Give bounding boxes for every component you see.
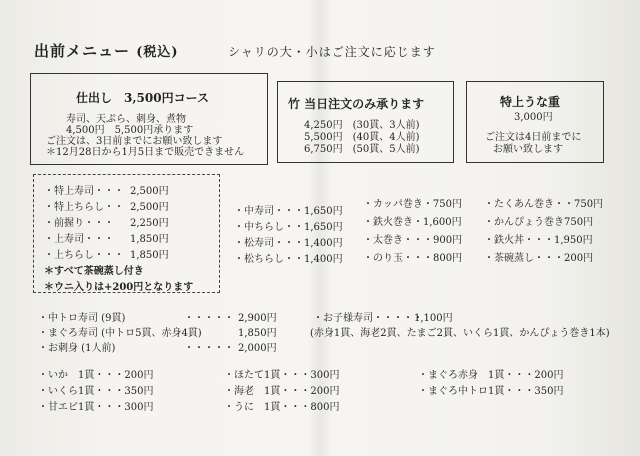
menu-item-name: ・お刺身 (1人前) [38, 343, 116, 354]
kids-sushi-detail: (赤身1貫、海老2貫、たまご2貫、いくら1貫、かんぴょう巻き1本) [310, 328, 610, 339]
menu-item-price: 1,850円 [130, 250, 169, 261]
menu-title [34, 40, 179, 61]
unaju-line-2: お願い致します [493, 144, 563, 155]
course-line-1: 寿司、天ぷら、刺身、煮物 [66, 114, 186, 125]
tax-label: (税込) [136, 45, 179, 60]
menu-item-price: 2,250円 [130, 218, 169, 229]
take-row-2: 5,500円 (40貫、4人前) [304, 132, 420, 143]
list-item: ・まぐろ赤身 1貫・・・200円 [418, 370, 564, 381]
list-item: ・松寿司・・・1,400円 [234, 238, 343, 249]
menu-item-name: ・上寿司・・・ [44, 234, 114, 245]
menu-item-name: ・中トロ寿司 (9貫) [38, 313, 126, 324]
menu-item-price: 1,850円 [130, 234, 169, 245]
list-item: ・茶碗蒸し・・・200円 [484, 253, 594, 264]
list-item: ・いか 1貫・・・200円 [38, 370, 154, 381]
take-title: 竹 当日注文のみ承ります [288, 97, 425, 111]
list-item: ・うに 1貫・・・800円 [224, 402, 340, 413]
course-line-3: ご注文は、3日前までにお願い致します [46, 136, 223, 147]
list-item: ・ほたて1貫・・・300円 [224, 370, 340, 381]
take-row-3: 6,750円 (50貫、5人前) [304, 144, 420, 155]
list-item: ・まぐろ中トロ1貫・・・350円 [418, 386, 564, 397]
take-row-1: 4,250円 (30貫、3人前) [304, 120, 420, 131]
menu-title-text: 出前メニュー [34, 42, 131, 60]
menu-item-name: ・前握り・・・ [44, 218, 114, 229]
menu-item-name: ・まぐろ寿司 (中トロ5貫、赤身4貫) [38, 328, 202, 339]
list-item: ・かんぴょう巻き750円 [484, 217, 594, 228]
menu-item-name: ・特上寿司・・・ [44, 186, 124, 197]
kids-sushi-price: 1,100円 [414, 313, 453, 324]
list-item: ・中ちらし・・1,650円 [234, 222, 343, 233]
unaju-line-1: ご注文は4日前までに [485, 132, 582, 143]
menu-item-price: 2,900円 [238, 313, 277, 324]
menu-item-name: ・特上ちらし・・ [44, 202, 124, 213]
uni-note: ＊ウニ入りは+200円となります [44, 282, 194, 293]
rice-size-note: シャリの大・小はご注文に応じます [228, 45, 436, 59]
list-item: ・カッパ巻き・750円 [363, 199, 462, 210]
list-item: ・海老 1貫・・・200円 [224, 386, 340, 397]
menu-item-price: 2,000円 [238, 343, 277, 354]
list-item: ・たくあん巻き・・750円 [484, 199, 604, 210]
course-line-2: 4,500円 5,500円承ります [66, 125, 194, 136]
menu-item-dots: ・・・・・ [184, 343, 234, 354]
list-item: ・鉄火丼・・・1,950円 [484, 235, 593, 246]
list-item: ・松ちらし・・1,400円 [234, 254, 343, 265]
list-item: ・鉄火巻き・1,600円 [363, 217, 462, 228]
course-line-4: ＊12月28日から1月5日まで販売できません [46, 147, 245, 158]
menu-item-price: 2,500円 [130, 202, 169, 213]
unaju-price: 3,000円 [514, 112, 553, 123]
kids-sushi-name: ・お子様寿司・・・・・ [313, 313, 423, 324]
menu-item-price: 2,500円 [130, 186, 169, 197]
unaju-title: 特上うな重 [500, 95, 561, 109]
course-title: 仕出し 3,500円コース [76, 91, 209, 105]
list-item: ・中寿司・・・1,650円 [234, 206, 343, 217]
menu-item-dots: ・・・・・ [184, 313, 234, 324]
list-item: ・太巻き・・・900円 [363, 235, 463, 246]
menu-item-price: 1,850円 [238, 328, 277, 339]
list-item: ・のり玉・・・800円 [363, 253, 463, 264]
chawanmushi-note: ＊すべて茶碗蒸し付き [44, 266, 144, 277]
list-item: ・いくら1貫・・・350円 [38, 386, 154, 397]
menu-item-name: ・上ちらし・・・ [44, 250, 124, 261]
list-item: ・甘エビ1貫・・・300円 [38, 402, 154, 413]
